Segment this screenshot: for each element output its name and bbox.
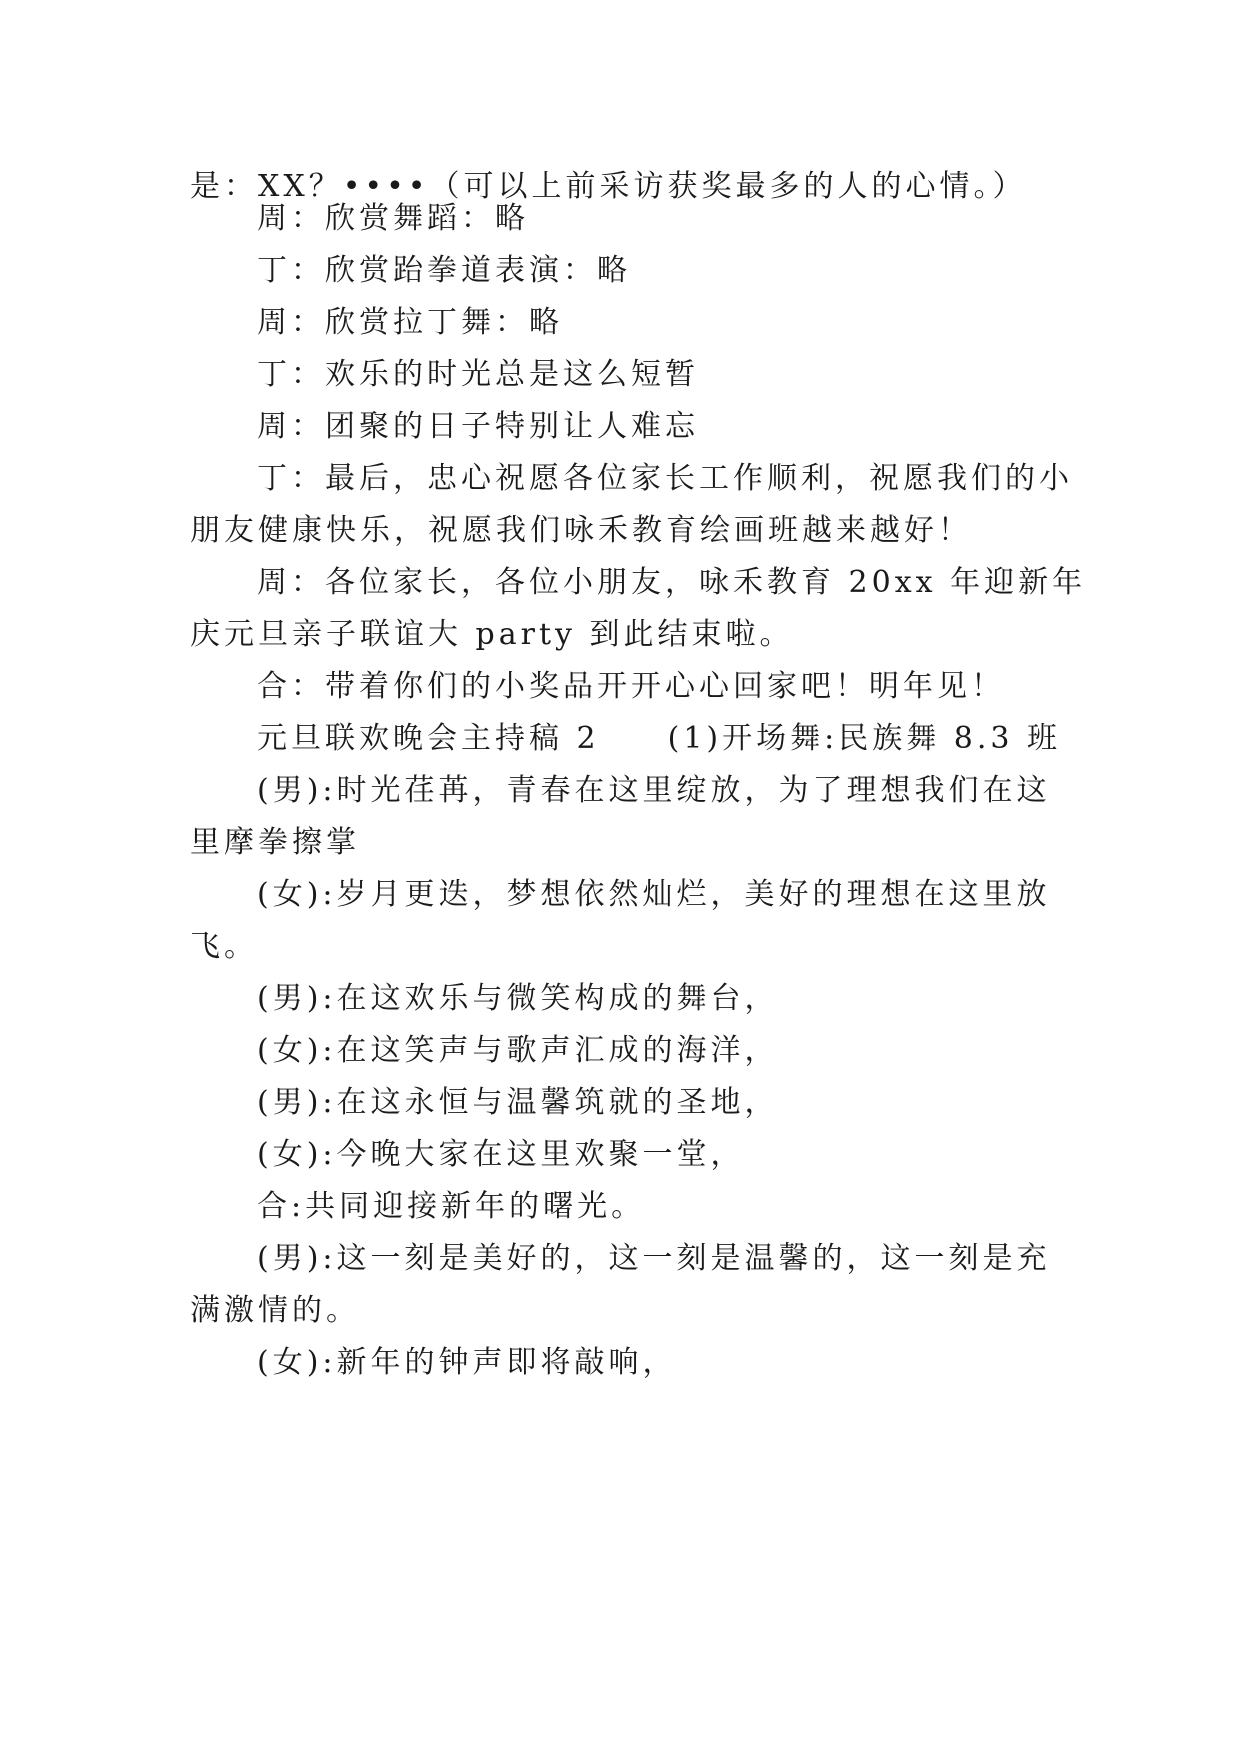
- text-line: 庆元旦亲子联谊大 party 到此结束啦。: [190, 617, 794, 652]
- text-line: 里摩拳擦掌: [190, 825, 360, 860]
- text-line: 是：XX？••••（可以上前采访获奖最多的人的心情。）: [190, 169, 1027, 204]
- text-line: 朋友健康快乐，祝愿我们咏禾教育绘画班越来越好！: [190, 513, 972, 548]
- text-line: (女):在这笑声与歌声汇成的海洋，: [257, 1033, 779, 1068]
- text-line: 周：欣赏拉丁舞：略: [257, 305, 563, 340]
- text-line: 周：欣赏舞蹈：略: [257, 201, 529, 236]
- text-line: (女):新年的钟声即将敲响，: [257, 1345, 677, 1380]
- text-line: (男):在这欢乐与微笑构成的舞台，: [257, 981, 779, 1016]
- text-line: 合:共同迎接新年的曙光。: [257, 1189, 646, 1224]
- text-line: 飞。: [190, 929, 258, 964]
- text-line: 丁：欢乐的时光总是这么短暂: [257, 357, 699, 392]
- text-line: 周：团聚的日子特别让人难忘: [257, 409, 699, 444]
- text-line: 丁：欣赏跆拳道表演：略: [257, 253, 631, 288]
- text-line: (男):这一刻是美好的，这一刻是温馨的，这一刻是充: [257, 1241, 1051, 1276]
- text-line: 合：带着你们的小奖品开开心心回家吧！明年见！: [257, 669, 1005, 704]
- text-line: 满激情的。: [190, 1293, 360, 1328]
- text-line: 周：各位家长，各位小朋友，咏禾教育 20xx 年迎新年: [257, 565, 1087, 600]
- text-line: 元旦联欢晚会主持稿 2 (1)开场舞:民族舞 8.3 班: [257, 721, 1062, 756]
- text-line: (女):今晚大家在这里欢聚一堂，: [257, 1137, 745, 1172]
- text-line: (女):岁月更迭，梦想依然灿烂，美好的理想在这里放: [257, 877, 1051, 912]
- text-line: 丁：最后，忠心祝愿各位家长工作顺利，祝愿我们的小: [257, 461, 1073, 496]
- text-line: (男):时光荏苒，青春在这里绽放，为了理想我们在这: [257, 773, 1051, 808]
- text-line: (男):在这永恒与温馨筑就的圣地，: [257, 1085, 779, 1120]
